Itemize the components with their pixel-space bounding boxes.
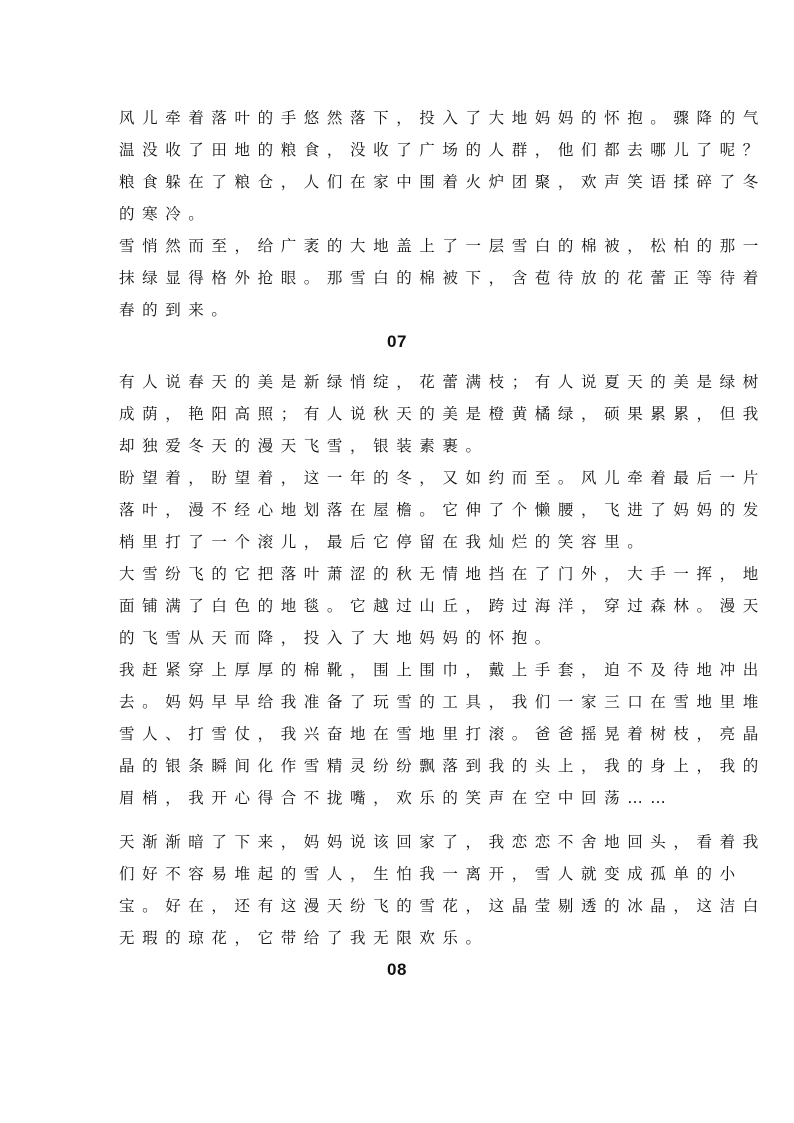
text-line: 春的到来。 [119, 301, 235, 319]
text-line: 温没收了田地的粮食，没收了广场的人群，他们都去哪儿了呢？ [119, 141, 766, 159]
text-line: 的飞雪从天而降，投入了大地妈妈的怀抱。 [119, 629, 558, 647]
text-line: 雪人、打雪仗，我兴奋地在雪地里打滚。爸爸摇晃着树枝，亮晶 [119, 725, 766, 743]
text-line: 眉梢，我开心得合不拢嘴，欢乐的笑声在空中回荡…… [119, 789, 674, 807]
section-number-07: 07 [387, 332, 407, 351]
text-line: 梢里打了一个滚儿，最后它停留在我灿烂的笑容里。 [119, 533, 651, 551]
text-line: 雪悄然而至，给广袤的大地盖上了一层雪白的棉被，松柏的那一 [119, 237, 766, 255]
text-line: 无瑕的琼花，它带给了我无限欢乐。 [119, 929, 489, 947]
text-line: 粮食躲在了粮仓，人们在家中围着火炉团聚，欢声笑语揉碎了冬 [119, 173, 766, 191]
text-line: 成荫，艳阳高照；有人说秋天的美是橙黄橘绿，硕果累累，但我 [119, 405, 766, 423]
text-line: 风儿牵着落叶的手悠然落下，投入了大地妈妈的怀抱。骤降的气 [119, 109, 766, 127]
text-line: 晶的银条瞬间化作雪精灵纷纷飘落到我的头上，我的身上，我的 [119, 757, 766, 775]
text-line: 的寒冷。 [119, 205, 212, 223]
text-line: 我赶紧穿上厚厚的棉靴，围上围巾，戴上手套，迫不及待地冲出 [119, 661, 766, 679]
text-line: 落叶，漫不经心地划落在屋檐。它伸了个懒腰，飞进了妈妈的发 [119, 501, 766, 519]
text-line: 却独爱冬天的漫天飞雪，银装素裹。 [119, 437, 489, 455]
text-line: 去。妈妈早早给我准备了玩雪的工具，我们一家三口在雪地里堆 [119, 693, 766, 711]
text-line: 宝。好在，还有这漫天纷飞的雪花，这晶莹剔透的冰晶，这洁白 [119, 897, 766, 915]
text-line: 天渐渐暗了下来，妈妈说该回家了，我恋恋不舍地回头，看着我 [119, 833, 766, 851]
text-line: 大雪纷飞的它把落叶萧涩的秋无情地挡在了门外，大手一挥，地 [119, 565, 766, 583]
text-line: 盼望着，盼望着，这一年的冬，又如约而至。风儿牵着最后一片 [119, 469, 766, 487]
text-line: 面铺满了白色的地毯。它越过山丘，跨过海洋，穿过森林。漫天 [119, 597, 766, 615]
section-number-08: 08 [387, 960, 407, 979]
text-line: 们好不容易堆起的雪人，生怕我一离开，雪人就变成孤单的小 [119, 865, 743, 883]
text-line: 抹绿显得格外抢眼。那雪白的棉被下，含苞待放的花蕾正等待着 [119, 269, 766, 287]
text-line: 有人说春天的美是新绿悄绽，花蕾满枝；有人说夏天的美是绿树 [119, 373, 766, 391]
